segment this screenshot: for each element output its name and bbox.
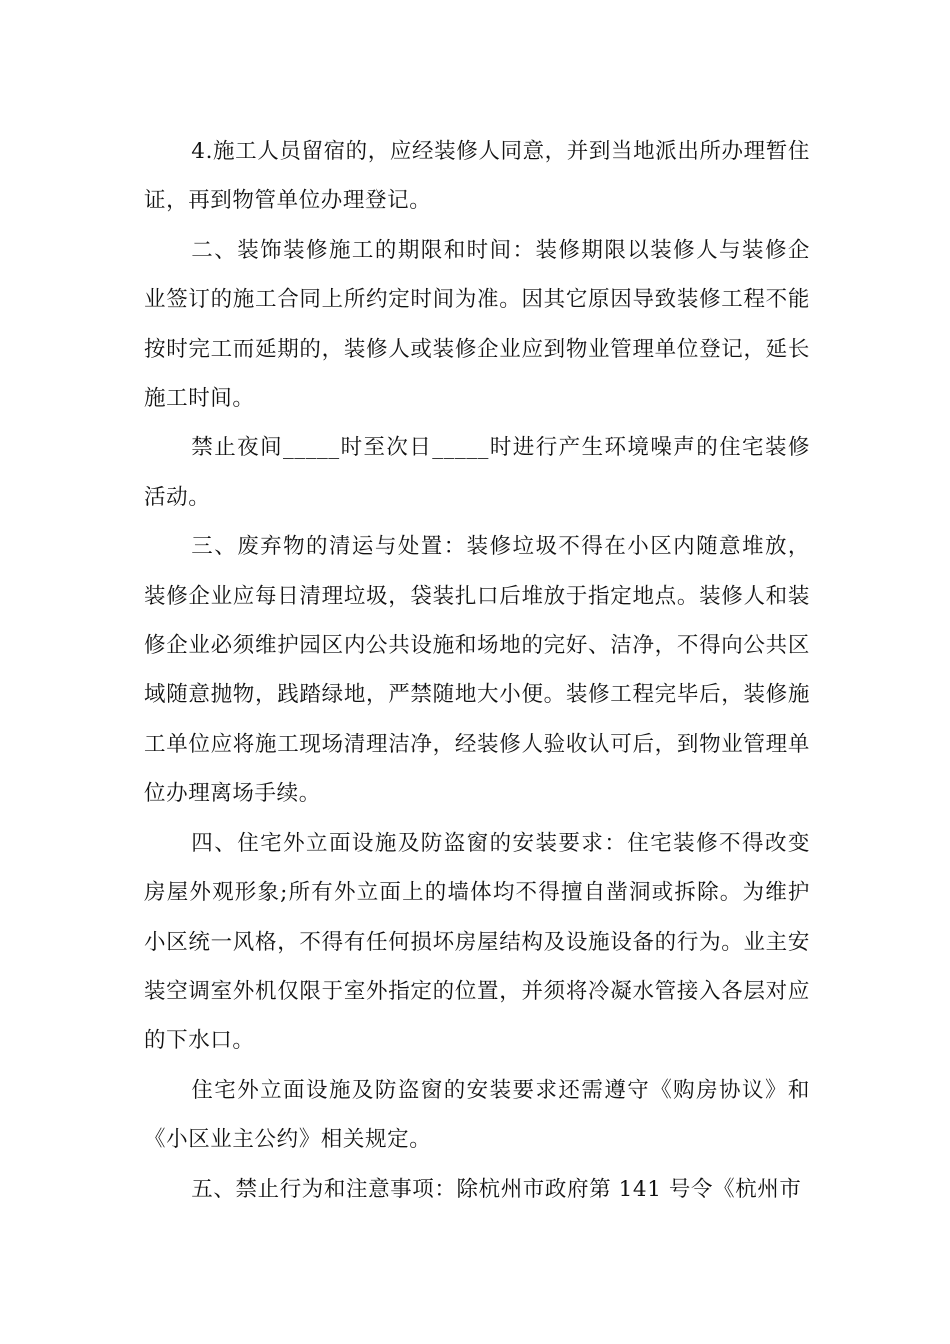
paragraph-waste-disposal: 三、废弃物的清运与处置：装修垃圾不得在小区内随意堆放，装修企业应每日清理垃圾，袋装扎口后堆放于指定地点。装修人和装修企业必须维护园区内公共设施和场地的完好、洁净，不得向公共区域随意抛物，践踏绿地，严禁随地大小便。装修工程完毕后，装修施工单位应将施工现场清理洁净，经装修人验收认可后，到物业管理单位办理离场手续。 [144, 534, 810, 807]
document-body [144, 127, 810, 1214]
paragraph-prohibited-behaviors: 五、禁止行为和注意事项：除杭州市政府第 141 号令《杭州市 [191, 1176, 802, 1202]
paragraph-night-noise-ban: 禁止夜间_____时至次日_____时进行产生环境噪声的住宅装修活动。 [144, 435, 810, 510]
paragraph-facade-agreements: 住宅外立面设施及防盗窗的安装要求还需遵守《购房协议》和《小区业主公约》相关规定。 [144, 1077, 810, 1153]
paragraph-construction-period: 二、装饰装修施工的期限和时间：装修期限以装修人与装修企业签订的施工合同上所约定时间为准。因其它原因导致装修工程不能按时完工而延期的，装修人或装修企业应到物业管理单位登记，延长施工时间。 [144, 237, 810, 412]
paragraph-lodging-registration: 4.施工人员留宿的，应经装修人同意，并到当地派出所办理暂住证，再到物管单位办理登记。 [144, 139, 810, 214]
paragraph-facade-requirements: 四、住宅外立面设施及防盗窗的安装要求：住宅装修不得改变房屋外观形象;所有外立面上的墙体均不得擅自凿洞或拆除。为维护小区统一风格，不得有任何损坏房屋结构及设施设备的行为。业主安装空调室外机仅限于室外指定的位置，并须将冷凝水管接入各层对应的下水口。 [144, 830, 810, 1054]
